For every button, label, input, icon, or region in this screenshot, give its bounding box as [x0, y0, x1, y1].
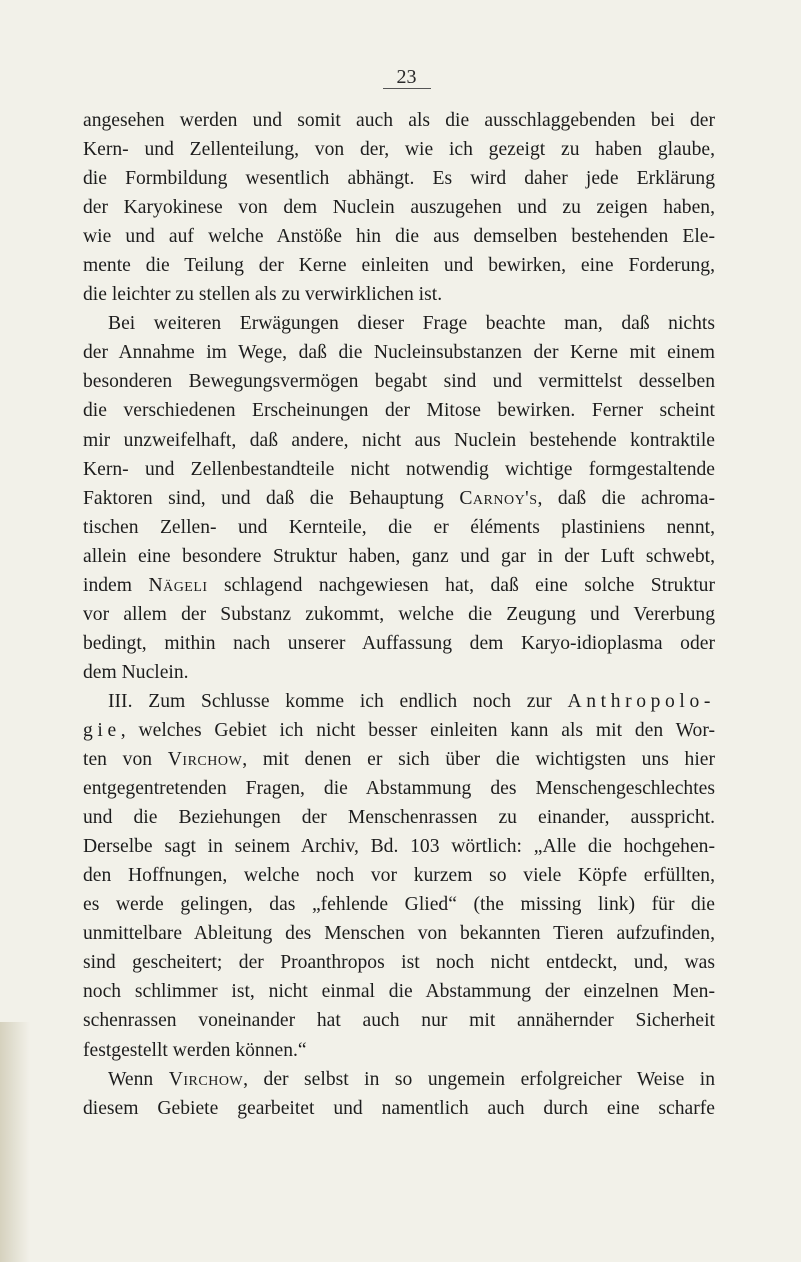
author-name-virchow: Virchow	[167, 749, 243, 771]
text-run: Wenn	[108, 1068, 169, 1090]
spaced-emphasis: gie	[83, 719, 121, 741]
text-line: allein eine besondere Struktur haben, ganz und gar in der Luft schwebt,	[83, 545, 715, 567]
text-line	[83, 484, 715, 513]
author-name-carnoy: Carnoy's	[459, 487, 538, 509]
text-line	[83, 716, 715, 745]
text-line: Kern- und Zellenteilung, von der, wie ich gezeigt zu haben glaube,	[83, 139, 715, 161]
text-run: Faktoren sind, und daß die Behauptung	[83, 487, 460, 509]
page-number-label: 23	[383, 66, 431, 89]
text-line	[83, 687, 715, 716]
text-line: festgestellt werden können.“	[83, 1039, 307, 1061]
text-line: angesehen werden und somit auch als die ausschlaggebenden bei der	[83, 110, 715, 131]
text-line: tischen Zellen- und Kernteile, die er éléments plastiniens nennt,	[83, 516, 715, 538]
text-line: die leichter zu stellen als zu verwirklichen ist.	[83, 284, 443, 306]
text-line: Derselbe sagt in seinem Archiv, Bd. 103 wörtlich: „Alle die hochgehen-	[83, 836, 715, 858]
text-line: schenrassen voneinander hat auch nur mit annähernder Sicherheit	[83, 1010, 715, 1032]
text-line: mir unzweifelhaft, daß andere, nicht aus Nuclein bestehende kontraktile	[83, 429, 715, 451]
text-line: bedingt, mithin nach unserer Auffassung dem Karyo-idioplasma oder	[83, 632, 715, 654]
text-line: der Annahme im Wege, daß die Nucleinsubstanzen der Kerne mit einem	[83, 342, 715, 364]
text-line: Kern- und Zellenbestandteile nicht notwendig wichtige formgestaltende	[83, 458, 715, 480]
page-number	[0, 66, 801, 89]
text-line: die verschiedenen Erscheinungen der Mitose bewirken. Ferner scheint	[83, 400, 715, 422]
text-line	[83, 745, 715, 774]
spaced-emphasis: Anthropolo-	[567, 690, 715, 712]
text-line: unmittelbare Ableitung des Menschen von bekannten Tieren aufzufinden,	[83, 923, 715, 945]
text-line: vor allem der Substanz zukommt, welche die Zeugung und Vererbung	[83, 603, 715, 625]
page-edge-shadow	[0, 1022, 30, 1262]
text-run: , welches Gebiet ich nicht besser einleiten kann als mit den Wor-	[120, 719, 715, 741]
text-run: III. Zum Schlusse komme ich endlich noch zur	[108, 690, 568, 712]
text-line: mente die Teilung der Kerne einleiten und bewirken, eine Forderung,	[83, 255, 715, 277]
text-line	[83, 1065, 715, 1094]
text-line: die Formbildung wesentlich abhängt. Es wird daher jede Erklärung	[83, 168, 715, 190]
text-line: sind gescheitert; der Proanthropos ist noch nicht entdeckt, und, was	[83, 952, 715, 974]
text-line: diesem Gebiete gearbeitet und namentlich auch durch eine scharfe	[83, 1097, 715, 1119]
text-run: ten von	[83, 749, 168, 771]
text-run: , der selbst in so ungemein erfolgreicher Weise in	[243, 1068, 715, 1090]
text-line: noch schlimmer ist, nicht einmal die Abstammung der einzelnen Men-	[83, 981, 715, 1003]
text-line: dem Nuclein.	[83, 661, 189, 683]
body-text	[83, 106, 715, 1123]
text-line	[83, 571, 715, 600]
text-run: indem	[83, 574, 149, 596]
author-name-virchow: Virchow	[168, 1068, 244, 1090]
text-line: Bei weiteren Erwägungen dieser Frage beachte man, daß nichts	[108, 313, 715, 335]
text-line: es werde gelingen, das „fehlende Glied“ (the missing link) für die	[83, 894, 715, 916]
text-line: wie und auf welche Anstöße hin die aus demselben bestehenden Ele-	[83, 226, 715, 248]
text-run: , mit denen er sich über die wichtigsten uns hier	[242, 749, 716, 771]
author-name-naegeli: Nägeli	[148, 574, 208, 596]
text-line: besonderen Bewegungsvermögen begabt sind und vermittelst desselben	[83, 371, 715, 393]
text-line: den Hoffnungen, welche noch vor kurzem so viele Köpfe erfüllten,	[83, 865, 715, 887]
text-line: der Karyokinese von dem Nuclein auszugehen und zu zeigen haben,	[83, 197, 715, 219]
text-run: , daß die achroma-	[537, 487, 715, 509]
text-run: schlagend nachgewiesen hat, daß eine solche Struktur	[207, 574, 715, 596]
text-line: und die Beziehungen der Menschenrassen zu einander, ausspricht.	[83, 807, 715, 829]
text-line: entgegentretenden Fragen, die Abstammung des Menschengeschlechtes	[83, 778, 715, 800]
